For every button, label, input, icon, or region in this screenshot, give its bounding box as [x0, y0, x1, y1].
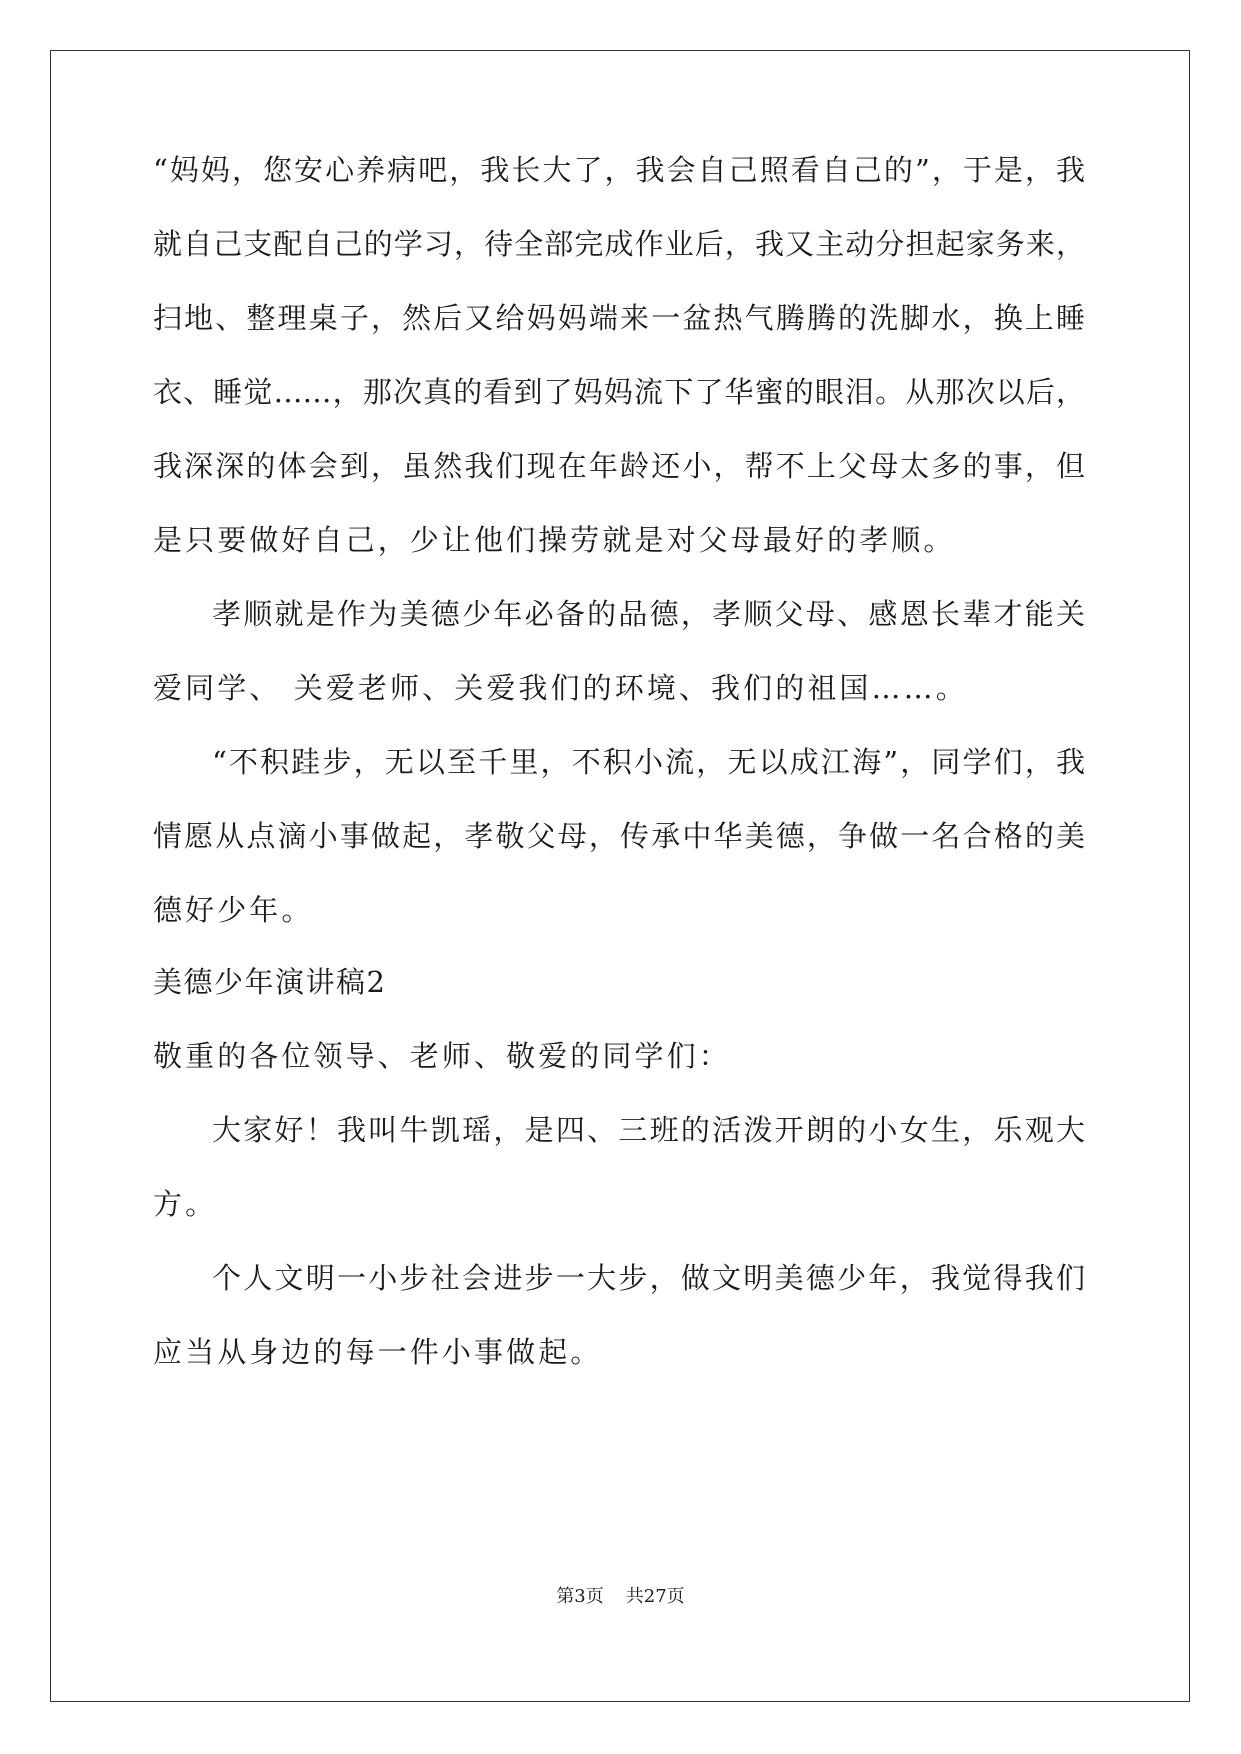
paragraph-line: 大家好！我叫牛凯瑶，是四、三班的活泼开朗的小女生，乐观大 — [212, 1113, 1085, 1147]
page-number: 第3页 — [556, 1586, 604, 1607]
paragraph-line: 是只要做好自己，少让他们操劳就是对父母最好的孝顺。 — [153, 523, 956, 557]
paragraph-line: 我深深的体会到，虽然我们现在年龄还小，帮不上父母太多的事，但 — [153, 449, 1085, 483]
paragraph-line: “不积跬步，无以至千里，不积小流，无以成江海”，同学们，我 — [212, 745, 1085, 779]
paragraph-line: 应当从身边的每一件小事做起。 — [153, 1335, 603, 1369]
paragraph-line: 个人文明一小步社会进步一大步，做文明美德少年，我觉得我们 — [212, 1261, 1085, 1295]
paragraph-line: 德好少年。 — [153, 893, 314, 927]
page-footer — [0, 1585, 1241, 1609]
paragraph-line: “妈妈，您安心养病吧，我长大了，我会自己照看自己的”，于是，我 — [153, 153, 1085, 187]
paragraph-line: 衣、睡觉……，那次真的看到了妈妈流下了华蜜的眼泪。从那次以后， — [153, 375, 1085, 409]
salutation-line: 敬重的各位领导、老师、敬爱的同学们： — [153, 1039, 731, 1073]
paragraph-line: 爱同学、 关爱老师、关爱我们的环境、我们的祖国……。 — [153, 671, 968, 705]
page-total: 共27页 — [625, 1586, 685, 1607]
section-title: 美德少年演讲稿2 — [153, 965, 387, 999]
paragraph-line: 方。 — [153, 1187, 218, 1221]
paragraph-line: 孝顺就是作为美德少年必备的品德，孝顺父母、感恩长辈才能关 — [212, 597, 1085, 631]
paragraph-line: 情愿从点滴小事做起，孝敬父母，传承中华美德，争做一名合格的美 — [153, 819, 1085, 853]
paragraph-line: 就自己支配自己的学习，待全部完成作业后，我又主动分担起家务来， — [153, 227, 1085, 261]
paragraph-line: 扫地、整理桌子，然后又给妈妈端来一盆热气腾腾的洗脚水，换上睡 — [153, 301, 1085, 335]
